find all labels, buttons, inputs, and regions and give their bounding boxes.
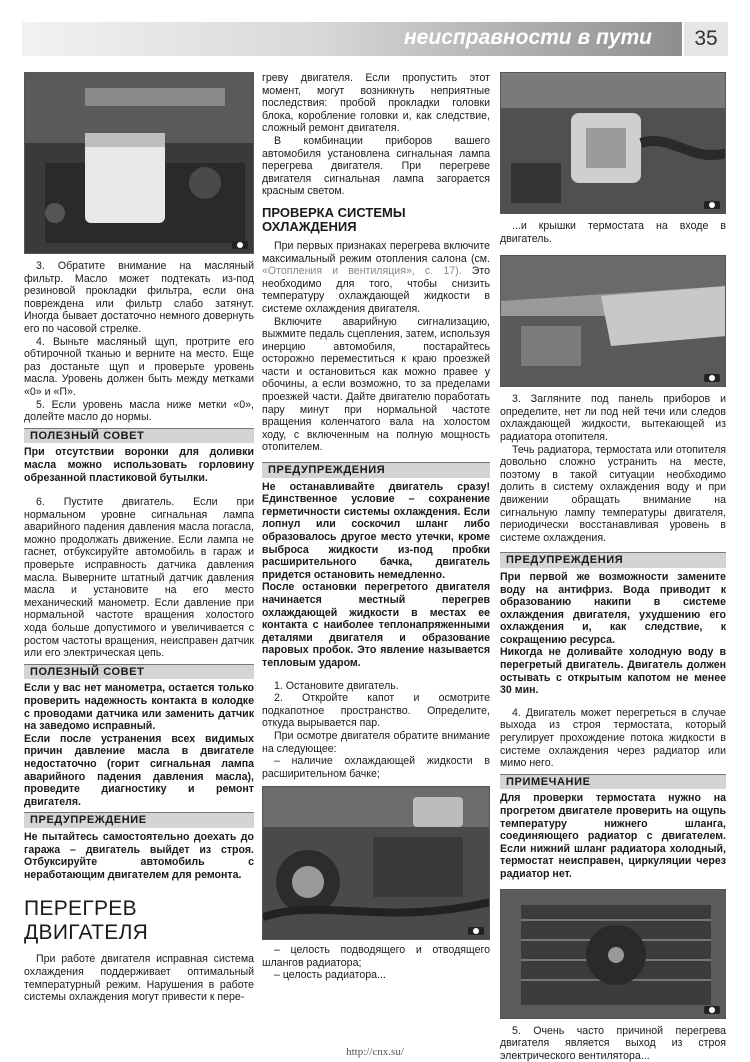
- camera-icon: [703, 371, 721, 383]
- photo-under-dashboard: [500, 255, 726, 387]
- photo-radiator-fan: [500, 889, 726, 1019]
- warning-text: Не останавливайте двигатель сразу! Единственное условие – сохранение герметичности системы охлаждения. Если лопнул или соскочил шланг либо образовалось другое место утечки, кроме выброса жидкости из-под пробки расширительного бачка, двигатель придется остановить немедленно.: [262, 480, 490, 581]
- paragraph-text: Это необходимо для того, чтобы снизить температуру охлаждающей жидкости в системе охлаждения двигателя.: [262, 265, 490, 315]
- tip-text: Если после устранения всех видимых причин давление масла в двигателе недостаточно (горит сигнальная лампа аварийного падения давления масла), проведите диагностику и ремонт двигателя.: [24, 732, 254, 808]
- paragraph-text: При первых признаках перегрева включите максимальный режим отопления салона (см.: [262, 239, 490, 265]
- paragraph: В комбинации приборов вашего автомобиля установлена сигнальная лампа перегрева двигателя. При перегреве двигателя сигнальная лампа загорается красным светом.: [262, 134, 490, 198]
- tip-text: Если у вас нет манометра, остается только проверить надежность контакта в колодке с проводами датчика или заменить датчик на заведомо исправный.: [24, 682, 254, 733]
- section-heading: ПЕРЕГРЕВ ДВИГАТЕЛЯ: [24, 897, 149, 945]
- paragraph: 2. Откройте капот и осмотрите подкапотное пространство. Определите, откуда вырывается пар.: [262, 692, 490, 730]
- warning-text: Не пытайтесь самостоятельно доехать до гаража – двигатель выйдет из строя. Отбуксируйте автомобиль с неработающим двигателем для ремонта.: [24, 830, 254, 881]
- paragraph: – целость радиатора...: [274, 969, 386, 982]
- paragraph: 1. Остановите двигатель.: [274, 679, 399, 692]
- column-middle: [262, 72, 490, 982]
- tip-heading: ПОЛЕЗНЫЙ СОВЕТ: [24, 428, 254, 444]
- paragraph: 5. Если уровень масла ниже метки «0», долейте масло до нормы.: [24, 398, 254, 424]
- note-text: Для проверки термостата нужно на прогретом двигателе проверить на ощупь температуру нижнего шланга, соединяющего радиатор с двигателем. Если нижний шланг радиатора холодный, термостат неисправен, циркуляции через радиатор нет.: [500, 792, 726, 880]
- paragraph: Течь радиатора, термостата или отопителя довольно сложно устранить на месте, поэтому в такой ситуации необходимо долить в систему охлаждения воду и при движении обращать внимание на сигнальную лампу температуры двигателя, периодически восстанавливая уровень в системе охлаждения.: [500, 443, 726, 544]
- tip-text: При отсутствии воронки для доливки масла можно использовать горловину обрезанной пластиковой бутылки.: [24, 446, 254, 484]
- cross-reference-link[interactable]: «Отопления и вентиляция», с. 17).: [262, 265, 462, 278]
- paragraph: [262, 240, 490, 316]
- warning-heading: ПРЕДУПРЕЖДЕНИЯ: [500, 552, 726, 568]
- note-heading: ПРИМЕЧАНИЕ: [500, 774, 726, 790]
- photo-engine-bay: [262, 786, 490, 940]
- warning-text: После остановки перегретого двигателя начинается местный перегрев охлаждающей жидкости в местах ее контакта с наиболее теплонапряженными деталями двигателя и образование паровых пробок. Это явление называется тепловым ударом.: [262, 581, 490, 669]
- paragraph: – целость подводящего и отводящего шлангов радиатора;: [262, 944, 490, 969]
- tip-heading: ПОЛЕЗНЫЙ СОВЕТ: [24, 664, 254, 680]
- paragraph: – наличие охлаждающей жидкости в расширительном бачке;: [262, 755, 490, 780]
- warning-text: При первой же возможности замените воду на антифриз. Вода приводит к образованию накипи в системе охлаждения двигателя, ухудшению его охлаждения и, как следствие, к сокращению ресурса.: [500, 570, 726, 646]
- paragraph: Включите аварийную сигнализацию, выжмите педаль сцепления, затем, используя инерцию автомобиля, постарайтесь осторожно переместиться к краю проезжей части и остановиться как можно правее у обочины, а если возможно, то за пределами проезжей части. Дайте двигателю поработать пару минут при нормальной частоте вращения коленчатого вала на холостом ходу, с включенным на полную мощность отопителем.: [262, 315, 490, 454]
- camera-icon: [703, 1003, 721, 1015]
- photo-caption: ...и крышки термостата на входе в двигатель.: [500, 220, 726, 245]
- page-header: [22, 22, 682, 56]
- camera-icon: [231, 238, 249, 250]
- paragraph: При работе двигателя исправная система охлаждения поддерживает оптимальный температурный режим. Нарушения в работе системы охлаждения могут привести к пере-: [24, 953, 254, 1004]
- page-number: 35: [684, 22, 728, 56]
- paragraph: 3. Обратите внимание на масляный фильтр. Масло может подтекать из-под резиновой прокладки фильтра, если она повреждена или фильтр слабо затянут. Иногда бывает достаточно немного довернуть его по часовой стрелке.: [24, 260, 254, 335]
- paragraph: При осмотре двигателя обратите внимание на следующее:: [262, 729, 490, 755]
- subsection-heading: ПРОВЕРКА СИСТЕМЫ ОХЛАЖДЕНИЯ: [262, 204, 406, 234]
- footer-url[interactable]: http://cnx.su/: [346, 1046, 404, 1058]
- paragraph: 4. Выньте масляный щуп, протрите его обтирочной тканью и верните на место. Еще раз достаньте щуп и проверьте уровень масла. Уровень должен быть между метками «0» и «П».: [24, 335, 254, 398]
- photo-oil-filter: [24, 72, 254, 254]
- column-right: [500, 72, 726, 1062]
- paragraph: греву двигателя. Если пропустить этот момент, могут возникнуть неприятные последствия: пробой прокладки головки блока, коробление головки и, как следствие, сложный ремонт двигателя.: [262, 72, 490, 135]
- paragraph: 3. Загляните под панель приборов и определите, нет ли под ней течи или следов охлаждающей жидкости, вытекающей из радиатора отопителя.: [500, 393, 726, 443]
- camera-icon: [703, 198, 721, 210]
- warning-text: Никогда не доливайте холодную воду в перегретый двигатель. Двигатель должен остывать с открытым капотом не менее 30 мин.: [500, 646, 726, 697]
- paragraph: 5. Очень часто причиной перегрева двигателя является выход из строя электрического вентилятора...: [500, 1024, 726, 1062]
- photo-thermostat-cover: [500, 72, 726, 214]
- paragraph: 4. Двигатель может перегреться в случае выхода из строя термостата, который регулирует прохождение потока жидкости в системе охлаждения через радиатор или мимо него.: [500, 706, 726, 770]
- paragraph: 6. Пустите двигатель. Если при нормальном уровне сигнальная лампа аварийного падения давления масла погасла, можно продолжать движение. Если лампа не гаснет, отбуксируйте автомобиль в гараж и проверьте исправность датчика давления масла. Выверните штатный датчик давления масла и установите на его место механический манометр. Если давление при нормальной частоте вращения холостого хода больше допустимого и увеличивается с ростом частоты вращения, неисправен датчик или его электрическая цепь.: [24, 496, 254, 660]
- section-title: неисправности в пути: [404, 26, 652, 49]
- column-left: [24, 72, 254, 1004]
- warning-heading: ПРЕДУПРЕЖДЕНИЯ: [262, 462, 490, 478]
- warning-heading: ПРЕДУПРЕЖДЕНИЕ: [24, 812, 254, 828]
- camera-icon: [467, 924, 485, 936]
